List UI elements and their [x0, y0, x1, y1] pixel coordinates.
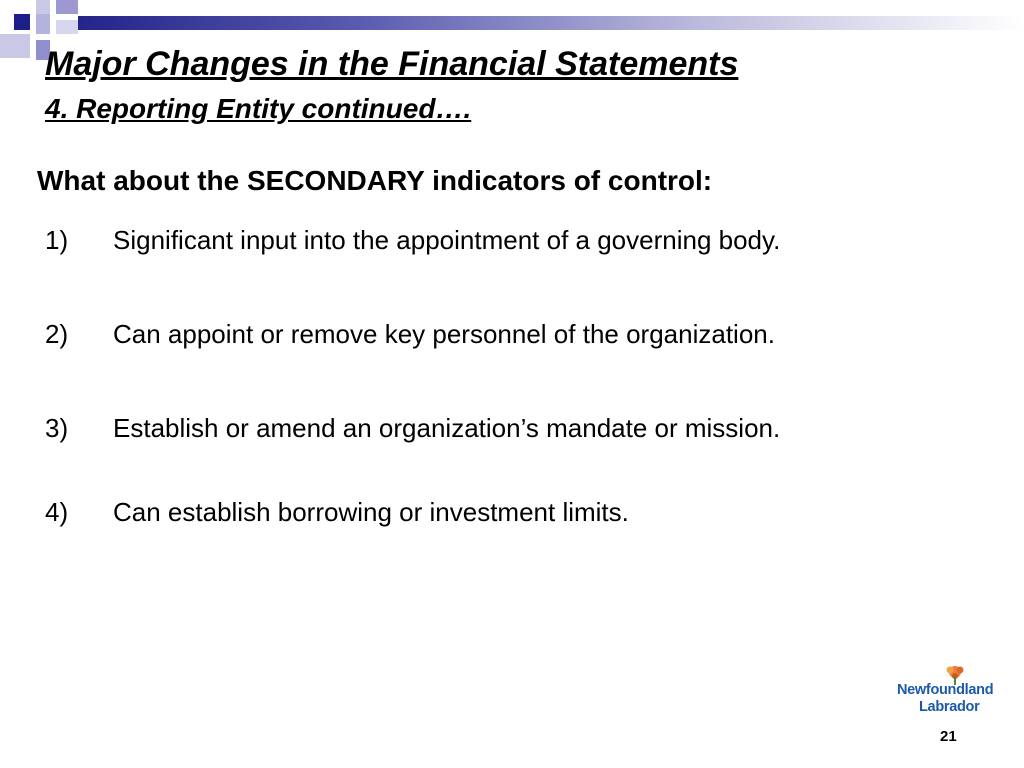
list-item [45, 497, 629, 528]
logo-text-line1: Newfoundland [897, 682, 994, 698]
item-number: 3) [45, 413, 69, 443]
list-item [45, 319, 775, 350]
slide-title: Major Changes in the Financial Statements [45, 45, 739, 83]
item-number: 4) [45, 497, 69, 527]
deco-square-mid [56, 0, 78, 14]
newfoundland-labrador-logo [893, 664, 1011, 720]
deco-square-light [36, 14, 50, 34]
item-text: Can establish borrowing or investment limits. [113, 497, 629, 527]
page-number: 21 [940, 728, 957, 745]
item-text: Can appoint or remove key personnel of the organization. [113, 319, 775, 349]
item-text: Establish or amend an organization’s mandate or mission. [113, 413, 781, 443]
logo-text-line2: Labrador [919, 699, 980, 715]
deco-square-light [0, 34, 30, 58]
list-item [45, 413, 780, 444]
deco-square-light [36, 0, 50, 14]
list-item [45, 225, 780, 256]
section-heading: What about the SECONDARY indicators of control: [37, 165, 713, 196]
slide-subtitle: 4. Reporting Entity continued…. [45, 93, 472, 124]
header-gradient-bar [78, 16, 1024, 30]
item-number: 1) [45, 225, 69, 255]
deco-square-dark [14, 14, 30, 30]
item-text: Significant input into the appointment of a governing body. [113, 225, 781, 255]
deco-square-pale [56, 20, 78, 34]
item-number: 2) [45, 319, 69, 349]
